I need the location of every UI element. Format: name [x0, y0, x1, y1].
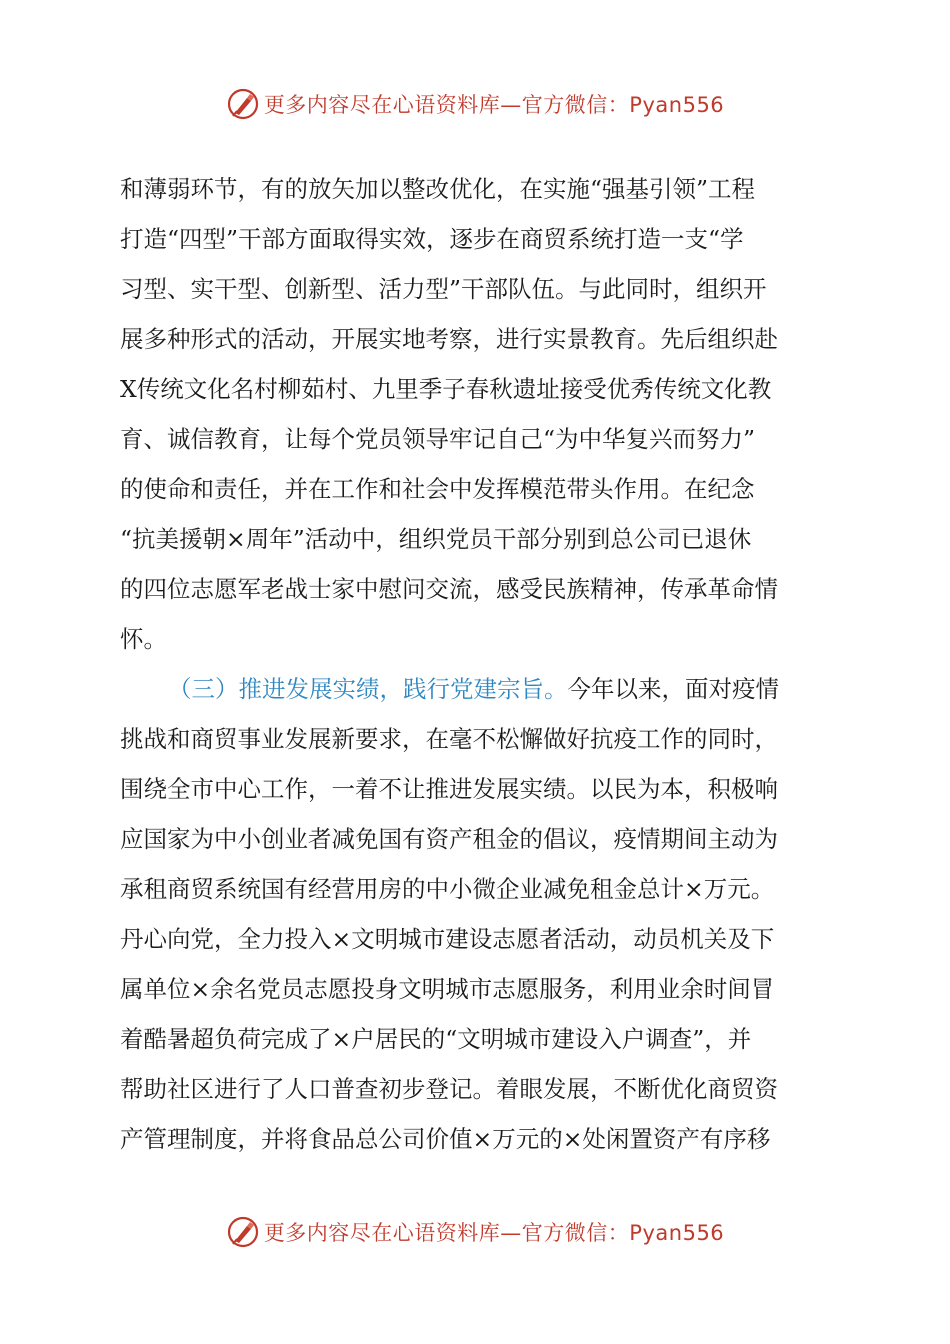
text-line: 打造“四型”干部方面取得实效，逐步在商贸系统打造一支“学: [120, 225, 744, 253]
pen-nib-icon: [226, 87, 260, 121]
text-line: 应国家为中小创业者减免国有资产租金的倡议，疫情期间主动为: [120, 825, 778, 853]
text-line: 挑战和商贸事业发展新要求，在毫不松懈做好抗疫工作的同时，: [120, 725, 778, 753]
text-line: 属单位×余名党员志愿投身文明城市志愿服务，利用业余时间冒: [120, 975, 775, 1003]
header-banner: [0, 84, 950, 124]
banner-text: 更多内容尽在心语资料库—官方微信：Pyan556: [263, 1221, 725, 1245]
text-line: 丹心向党，全力投入×文明城市建设志愿者活动，动员机关及下: [120, 925, 775, 953]
banner-text: 更多内容尽在心语资料库—官方微信：Pyan556: [263, 93, 725, 117]
section-text: 今年以来，面对疫情: [567, 675, 779, 703]
section-heading: （三）推进发展实绩，践行党建宗旨。: [168, 675, 568, 703]
document-body: [120, 164, 832, 1164]
text-line: 承租商贸系统国有经营用房的中小微企业减免租金总计×万元。: [120, 875, 775, 903]
text-line: “抗美援朝×周年”活动中，组织党员干部分别到总公司已退休: [120, 525, 752, 553]
text-line: 和薄弱环节，有的放矢加以整改优化，在实施“强基引领”工程: [120, 175, 756, 203]
footer-banner: [0, 1212, 950, 1252]
text-line: 围绕全市中心工作，一着不让推进发展实绩。以民为本，积极响: [120, 775, 778, 803]
text-line: 的四位志愿军老战士家中慰问交流，感受民族精神，传承革命情: [120, 575, 778, 603]
text-line: 怀。: [120, 625, 167, 653]
text-line: 帮助社区进行了人口普查初步登记。着眼发展，不断优化商贸资: [120, 1075, 778, 1103]
pen-nib-icon: [226, 1215, 260, 1249]
text-line: 产管理制度，并将食品总公司价值×万元的×处闲置资产有序移: [120, 1125, 771, 1153]
text-line: 的使命和责任，并在工作和社会中发挥模范带头作用。在纪念: [120, 475, 755, 503]
text-line: 着酷暑超负荷完成了×户居民的“文明城市建设入户调查”，并: [120, 1025, 752, 1053]
text-line: 育、诚信教育，让每个党员领导牢记自己“为中华复兴而努力”: [120, 425, 756, 453]
text-line: X传统文化名村柳茹村、九里季子春秋遗址接受优秀传统文化教: [120, 375, 772, 403]
text-line: 习型、实干型、创新型、活力型”干部队伍。与此同时，组织开: [120, 275, 767, 303]
text-line: 展多种形式的活动，开展实地考察，进行实景教育。先后组织赴: [120, 325, 778, 353]
section-heading-line: [120, 664, 832, 714]
